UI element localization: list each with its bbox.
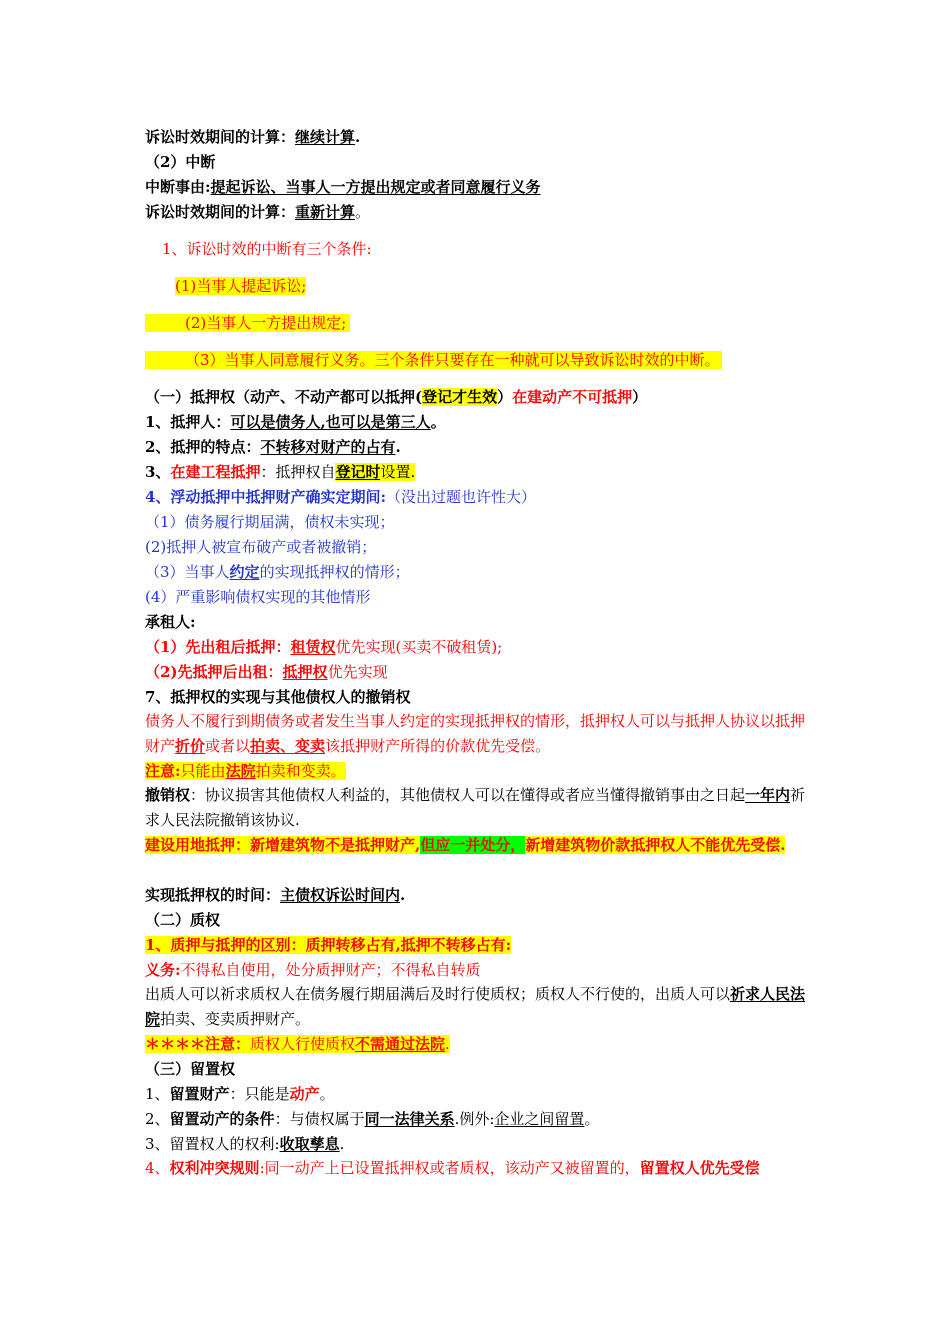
line-mortgagor: 1、抵押人：可以是债务人,也可以是第三人。	[145, 413, 446, 431]
line-calc-restart: 诉讼时效期间的计算：重新计算。	[145, 203, 371, 221]
para-land-mortgage: 建设用地抵押：新增建筑物不是抵押财产,但应一并处分，新增建筑物价款抵押权人不能优先受偿.	[145, 836, 786, 854]
line-condition-1: (1)当事人提起诉讼;	[175, 277, 307, 295]
line-construction-mortgage: 3、在建工程抵押：抵押权自登记时设置.	[145, 463, 416, 481]
line-interruption-causes: 中断事由:提起诉讼、当事人一方提出规定或者同意履行义务	[145, 178, 541, 196]
para-revocation: 撤销权：协议损害其他债权人利益的，其他债权人可以在懂得或者应当懂得撤销事由之日起一年内祈求人民法院撤销该协议.	[145, 786, 806, 829]
line-calc-continue: 诉讼时效期间的计算：继续计算.	[145, 128, 361, 146]
line-floating-case-1: （1）债务履行期届满，债权未实现；	[145, 513, 395, 531]
line-note-no-court: ＊＊＊＊注意：质权人行使质权不需通过法院.	[145, 1035, 450, 1053]
line-condition-3: （3）当事人同意履行义务。三个条件只要存在一种就可以导致诉讼时效的中断。	[145, 349, 815, 371]
line-pledge-difference: 1、质押与抵押的区别：质押转移占有,抵押不转移占有:	[145, 936, 512, 954]
line-mortgage-first: （2)先抵押后出租：抵押权优先实现	[145, 663, 388, 681]
section-lien-heading: （三）留置权	[145, 1060, 236, 1078]
line-note-court: 注意:只能由法院拍卖和变卖。	[145, 762, 346, 780]
line-condition-2: (2)当事人一方提出规定;	[145, 312, 815, 334]
line-three-conditions: 1、诉讼时效的中断有三个条件:	[162, 240, 372, 258]
line-interruption-heading: （2）中断	[145, 153, 216, 171]
section-mortgage-heading: （一）抵押权（动产、不动产都可以抵押(登记才生效）在建动产不可抵押）	[145, 388, 648, 406]
line-lease-first: （1）先出租后抵押：租赁权优先实现(买卖不破租赁);	[145, 638, 503, 656]
line-floating-case-3: （3）当事人约定的实现抵押权的情形；	[145, 563, 410, 581]
line-pledge-duty: 义务:不得私自使用，处分质押财产；不得私自转质	[145, 961, 481, 979]
line-floating-mortgage: 4、浮动抵押中抵押财产确实定期间:（没出过题也许性大）	[145, 488, 536, 506]
line-lessee: 承租人:	[145, 613, 196, 631]
line-realization-heading: 7、抵押权的实现与其他债权人的撤销权	[145, 688, 411, 706]
line-floating-case-4: (4）严重影响债权实现的其他情形	[145, 588, 371, 606]
para-pledgor-rights: 出质人可以祈求质权人在债务履行期届满后及时行使质权；质权人不行使的，出质人可以祈求人民法院拍卖、变卖质押财产。	[145, 985, 806, 1028]
para-realization: 债务人不履行到期债务或者发生当事人约定的实现抵押权的情形，抵押权人可以与抵押人协议以抵押财产折价或者以拍卖、变卖该抵押财产所得的价款优先受偿。	[145, 712, 806, 755]
line-realization-time: 实现抵押权的时间：主债权诉讼时间内.	[145, 886, 406, 904]
line-lien-property: 1、留置财产：只能是动产。	[145, 1085, 335, 1103]
para-conflict-rule: 4、权利冲突规则:同一动产上已设置抵押权或者质权，该动产又被留置的，留置权人优先受偿	[145, 1159, 760, 1177]
section-pledge-heading: （二）质权	[145, 911, 221, 929]
line-floating-case-2: (2)抵押人被宣布破产或者被撤销；	[145, 538, 377, 556]
line-mortgage-features: 2、抵押的特点：不转移对财产的占有.	[145, 438, 401, 456]
line-lien-rights: 3、留置权人的权利:收取孳息.	[145, 1135, 345, 1153]
line-lien-conditions: 2、留置动产的条件：与债权属于同一法律关系.例外:企业之间留置。	[145, 1110, 600, 1128]
